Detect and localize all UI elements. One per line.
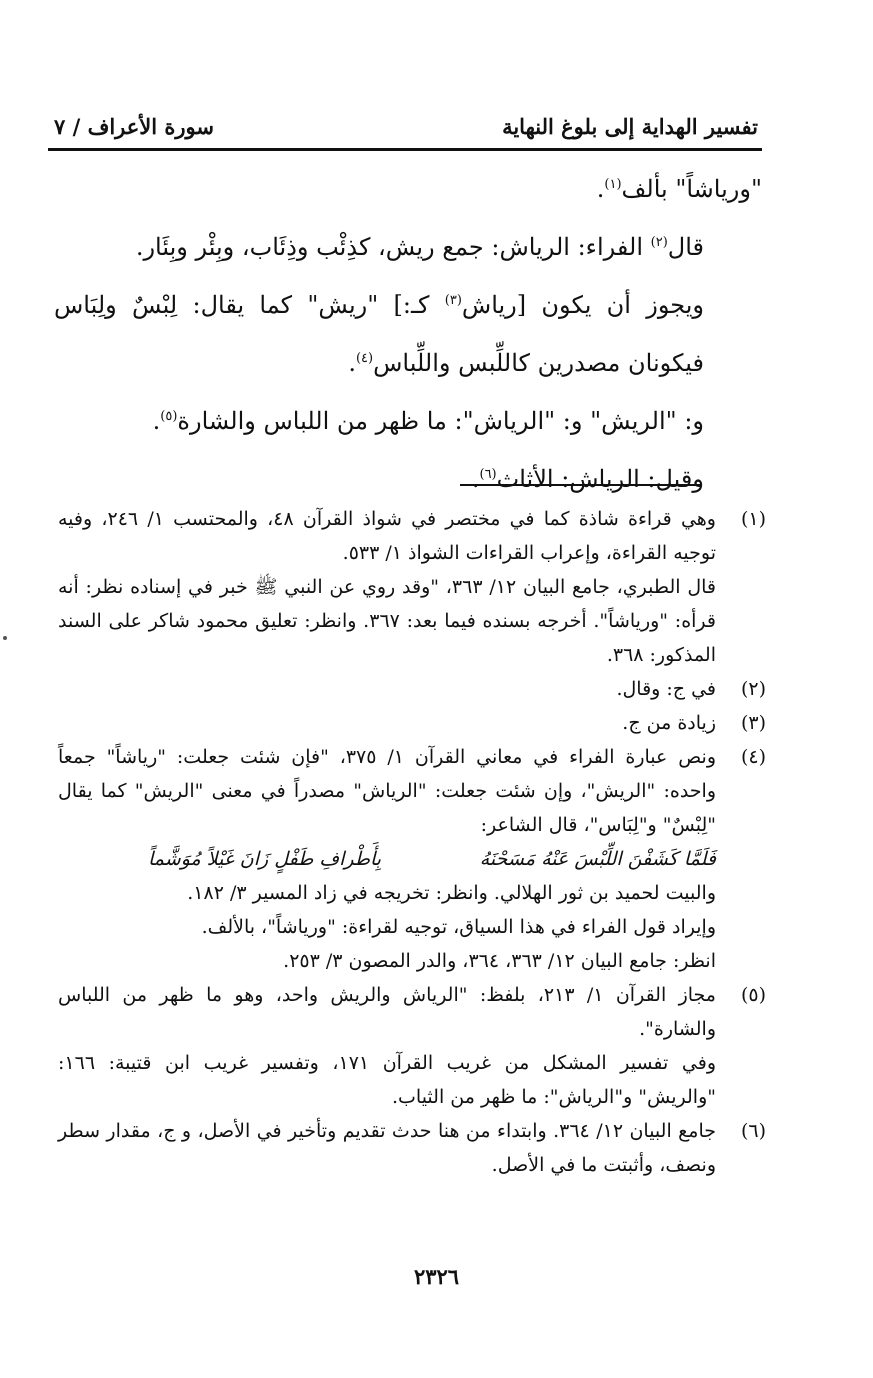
footnote-text: ونص عبارة الفراء في معاني القرآن ١/ ٣٧٥، "فإن شئت جعلت: "رياشاً" جمعاً واحده: "الريش"، وإن شئت جعلت: "الرياش" مصدراً في معنى "الريش" كما يقال "لِبْسٌ" و"لِبَاس"، قال الشاعر: xyxy=(58,746,716,836)
footnote-text: وهي قراءة شاذة كما في مختصر في شواذ القرآن ٤٨، والمحتسب ١/ ٢٤٦، وفيه توجيه القراءة، وإعراب القراءات الشواذ ١/ ٥٣٣. xyxy=(58,508,716,564)
footnote-number: (٤) xyxy=(740,746,766,768)
footnote-text: وإيراد قول الفراء في هذا السياق، توجيه لقراءة: "ورياشاً"، بالألف. xyxy=(201,916,716,938)
footnote-2 xyxy=(58,672,766,706)
footnote-text: قال الطبري، جامع البيان ١٢/ ٣٦٣، "وقد روي عن النبي ﷺ خبر في إسناده نظر: أنه قرأه: "ورياشاً". أخرجه بسنده فيما بعد: ٣٦٧. وانظر: تعليق محمود شاكر على السند المذكور: ٣٦٨. xyxy=(58,576,716,666)
footnote-text: مجاز القرآن ١/ ٢١٣، بلفظ: "الرياش والريش واحد، وهو ما ظهر من اللباس والشارة". xyxy=(58,984,716,1040)
book-title: تفسير الهداية إلى بلوغ النهاية xyxy=(502,114,758,139)
footnote-ref-4[interactable]: (٤) xyxy=(355,351,374,366)
footnotes xyxy=(58,502,766,1182)
main-text xyxy=(54,160,762,508)
poetry-verse xyxy=(58,842,766,876)
footnote-number: (٦) xyxy=(740,1120,766,1142)
footnote-text: جامع البيان ١٢/ ٣٦٤. وابتداء من هنا حدث تقديم وتأخير في الأصل، و ج، مقدار سطر ونصف، وأثبتت ما في الأصل. xyxy=(58,1120,716,1176)
footnote-6 xyxy=(58,1114,766,1182)
footnote-ref-1[interactable]: (١) xyxy=(604,177,622,192)
footnote-text: في ج: وقال. xyxy=(616,678,716,700)
main-line-2: قال$^{(٢)}$ الفراء: الرياش: جمع ريش، كذِئْب وذِئَاب، وبِئْر وبِئَار. xyxy=(135,233,704,261)
verse-hemistich-first: فَلَمَّا كَشَفْنَ اللِّبْسَ عَنْهُ مَسَحْنَهُ xyxy=(479,848,716,870)
footnote-separator xyxy=(460,484,702,486)
footnote-3 xyxy=(58,706,766,740)
footnote-text: والبيت لحميد بن ثور الهلالي. وانظر: تخريجه في زاد المسير ٣/ ١٨٢. xyxy=(187,882,716,904)
scan-speck xyxy=(3,636,7,640)
footnote-text: انظر: جامع البيان ١٢/ ٣٦٣، ٣٦٤، والدر المصون ٣/ ٢٥٣. xyxy=(283,950,716,972)
main-line-1: "ورياشاً" بألف$^{(١)}$. xyxy=(596,175,762,203)
footnote-text: زيادة من ج. xyxy=(622,712,716,734)
surah-label: سورة الأعراف / ٧ xyxy=(54,114,215,139)
main-line-3: ويجوز أن يكون [رياش$^{(٣)}$ كـ:] "ريش" كما يقال: لِبْسٌ ولِبَاس فيكونان مصدرين كاللِّبس واللِّباس$^{(٤)}$. xyxy=(54,291,704,377)
footnote-ref-6[interactable]: (٦) xyxy=(479,467,497,482)
page-number: ٢٣٢٦ xyxy=(413,1264,460,1289)
footnote-number: (٢) xyxy=(740,678,766,700)
footnote-number: (١) xyxy=(740,508,766,530)
footnote-number: (٥) xyxy=(740,984,766,1006)
footnote-5 xyxy=(58,978,766,1114)
footnote-ref-2[interactable]: (٢) xyxy=(650,235,668,250)
footnote-ref-3[interactable]: (٣) xyxy=(444,293,462,308)
footnote-ref-5[interactable]: (٥) xyxy=(160,409,178,424)
footnote-text: وفي تفسير المشكل من غريب القرآن ١٧١، وتفسير غريب ابن قتيبة: ١٦٦: "والريش" و"الرياش": ما ظهر من الثياب. xyxy=(58,1052,716,1108)
footnote-1 xyxy=(58,502,766,672)
footnote-4-continued xyxy=(58,876,766,978)
footnote-number: (٣) xyxy=(740,712,766,734)
main-line-4: و: "الريش" و: "الرياش": ما ظهر من اللباس والشارة$^{(٥)}$. xyxy=(152,407,704,435)
verse-hemistich-second: بِأَطْرافِ طَفْلٍ زَانَ غَيْلاً مُوَشَّماً xyxy=(148,848,382,870)
footnote-4 xyxy=(58,740,766,842)
running-header xyxy=(48,108,762,151)
main-line-5: وقيل: الرياش: الأثاث$^{(٦)}$. xyxy=(471,465,704,493)
